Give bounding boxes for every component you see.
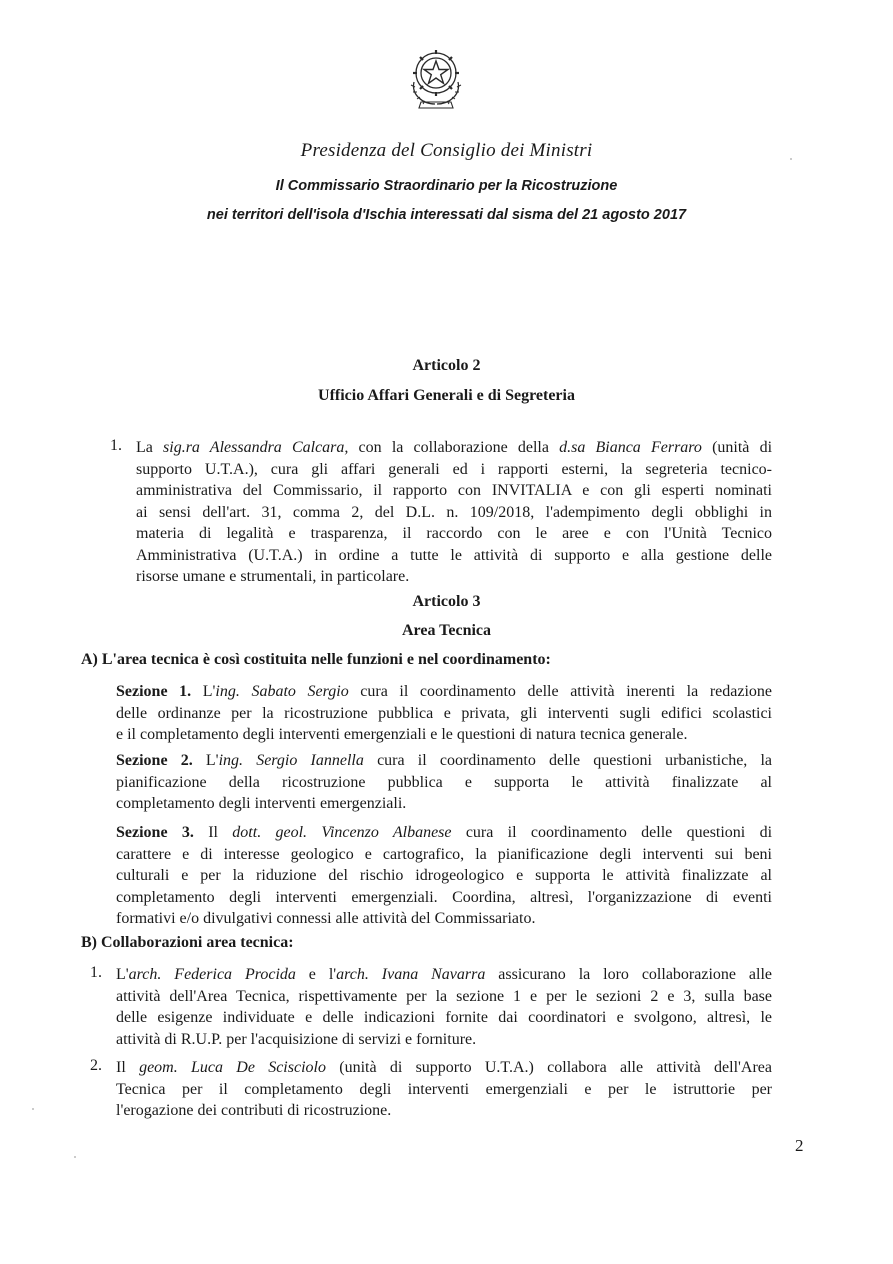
sezione-3-paragraph xyxy=(116,822,772,930)
text-run: amministrativa del Commissario, il rapporto con INVITALIA e con gli esperti nominati xyxy=(136,482,772,499)
text-run: e il completamento degli interventi emergenziali e le questioni di natura tecnica generale. xyxy=(116,726,688,743)
text-run: supporto U.T.A.), cura gli affari generali ed i rapporti esterni, la segreteria tecnico- xyxy=(136,460,772,478)
person-name: arch. Ivana Navarra xyxy=(336,966,486,983)
text-line xyxy=(116,681,772,703)
scan-speck xyxy=(32,1108,34,1110)
text-line xyxy=(116,724,772,746)
text-line xyxy=(116,908,772,930)
text-run: assicurano la loro collaborazione alle xyxy=(485,966,773,983)
text-run: La xyxy=(136,439,164,456)
text-run: risorse umane e strumentali, in particolare. xyxy=(136,568,410,585)
collaboration-item-1 xyxy=(116,964,772,1050)
text-run: attività dell'Area Tecnica, rispettivamente per la sezione 1 e per le sezioni 2 e 3, sulla base xyxy=(116,987,772,1005)
text-run: pianificazione della ricostruzione pubblica e supporta le attività finalizzate al xyxy=(116,773,772,791)
text-line xyxy=(136,502,772,524)
text-line xyxy=(116,1007,772,1029)
text-line xyxy=(136,523,772,545)
text-run: carattere e di interesse geologico e cartografico, la pianificazione degli interventi sui beni xyxy=(116,845,772,863)
section-label: Sezione 3. xyxy=(116,824,194,841)
text-run: con la collaborazione della xyxy=(348,439,560,456)
person-name: sig.ra Alessandra Calcara, xyxy=(163,439,349,456)
person-name: ing. Sergio Iannella xyxy=(218,752,364,769)
text-run: l'erogazione dei contributi di ricostruzione. xyxy=(116,1102,392,1119)
text-run: completamento degli interventi emergenziali. Coordina, altresì, l'organizzazione di eventi xyxy=(116,888,772,906)
sezione-2-paragraph xyxy=(116,750,772,815)
text-line xyxy=(116,964,772,986)
text-run: (unità di xyxy=(701,439,773,456)
article-3-subtitle: Area Tecnica xyxy=(401,622,492,639)
text-line xyxy=(116,703,772,725)
person-name: d.sa Bianca Ferraro xyxy=(559,439,702,456)
text-run: L' xyxy=(116,966,129,983)
text-run: L' xyxy=(192,752,219,769)
list-number: 2. xyxy=(90,1057,102,1074)
text-line xyxy=(116,865,772,887)
text-line xyxy=(136,480,772,502)
text-run: Tecnica per il completamento degli interventi emergenziali e per le istruttorie per xyxy=(116,1080,772,1098)
section-label: Sezione 2. xyxy=(116,752,193,769)
italian-republic-emblem-icon xyxy=(405,40,467,112)
text-line xyxy=(136,545,772,567)
collaboration-item-2 xyxy=(116,1057,772,1122)
list-number: 1. xyxy=(90,964,102,981)
territory-heading: nei territori dell'isola d'Ischia interessati dal sisma del 21 agosto 2017 xyxy=(206,207,687,223)
person-name: arch. Federica Procida xyxy=(128,966,296,983)
text-run: delle ordinanze per la ricostruzione pubblica e privata, gli interventi sugli edifici scolastici xyxy=(116,704,772,722)
article-3-title: Articolo 3 xyxy=(412,593,481,610)
text-line xyxy=(116,772,772,794)
page-number: 2 xyxy=(795,1136,804,1155)
text-run: Il xyxy=(193,824,233,841)
text-run: completamento degli interventi emergenziali. xyxy=(116,795,407,812)
text-line xyxy=(116,750,772,772)
section-a-heading: A) L'area tecnica è così costituita nelle funzioni e nel coordinamento: xyxy=(81,651,551,668)
text-run: (unità di supporto U.T.A.) collabora alle attività dell'Area xyxy=(325,1059,773,1076)
section-label: Sezione 1. xyxy=(116,683,192,700)
sezione-1-paragraph xyxy=(116,681,772,746)
text-line xyxy=(116,1029,772,1051)
text-line xyxy=(116,1057,772,1079)
text-line xyxy=(136,566,772,588)
text-line xyxy=(116,1079,772,1101)
text-run: culturali e per la riduzione del rischio idrogeologico e supporta le attività finalizzate al xyxy=(116,867,772,884)
text-run: Amministrativa (U.T.A.) in ordine a tutte le attività di supporto e alla gestione delle xyxy=(136,546,772,564)
text-run: ai sensi dell'art. 31, comma 2, del D.L. n. 109/2018, l'adempimento degli obblighi in xyxy=(136,503,772,521)
text-line xyxy=(116,844,772,866)
text-run: delle esigenze individuate e delle indicazioni fornite dai coordinatori e svolgono, altresì, le xyxy=(116,1009,772,1026)
person-name: dott. geol. Vincenzo Albanese xyxy=(232,824,452,841)
text-line xyxy=(116,887,772,909)
article-2-title: Articolo 2 xyxy=(412,357,481,374)
commissioner-heading: Il Commissario Straordinario per la Ricostruzione xyxy=(275,178,618,194)
text-line xyxy=(116,1100,772,1122)
scan-speck xyxy=(790,158,792,160)
text-run: attività di R.U.P. per l'acquisizione di servizi e forniture. xyxy=(116,1030,477,1048)
list-number: 1. xyxy=(110,437,122,454)
text-line xyxy=(116,822,772,844)
text-run: materia di legalità e trasparenza, il raccordo con le aree e con l'Unità Tecnico xyxy=(136,525,772,542)
text-line xyxy=(136,459,772,481)
text-run: cura il coordinamento delle questioni urbanistiche, la xyxy=(363,752,773,769)
text-line xyxy=(136,437,772,459)
section-b-heading: B) Collaborazioni area tecnica: xyxy=(81,934,294,951)
text-run: cura il coordinamento delle questioni di xyxy=(451,824,773,841)
article-2-paragraph xyxy=(136,437,772,588)
text-run: formativi e/o divulgativi connessi alle attività del Commissariato. xyxy=(116,910,536,927)
person-name: geom. Luca De Scisciolo xyxy=(139,1059,326,1076)
person-name: ing. Sabato Sergio xyxy=(215,683,349,700)
presidency-heading: Presidenza del Consiglio dei Ministri xyxy=(300,140,593,161)
text-line xyxy=(116,986,772,1008)
article-2-subtitle: Ufficio Affari Generali e di Segreteria xyxy=(318,387,575,404)
text-run: e l' xyxy=(295,966,337,983)
text-line xyxy=(116,793,772,815)
text-run: L' xyxy=(191,683,216,700)
scan-speck xyxy=(74,1156,76,1158)
text-run: cura il coordinamento delle attività inerenti la redazione xyxy=(348,683,773,700)
text-run: Il xyxy=(116,1059,140,1076)
